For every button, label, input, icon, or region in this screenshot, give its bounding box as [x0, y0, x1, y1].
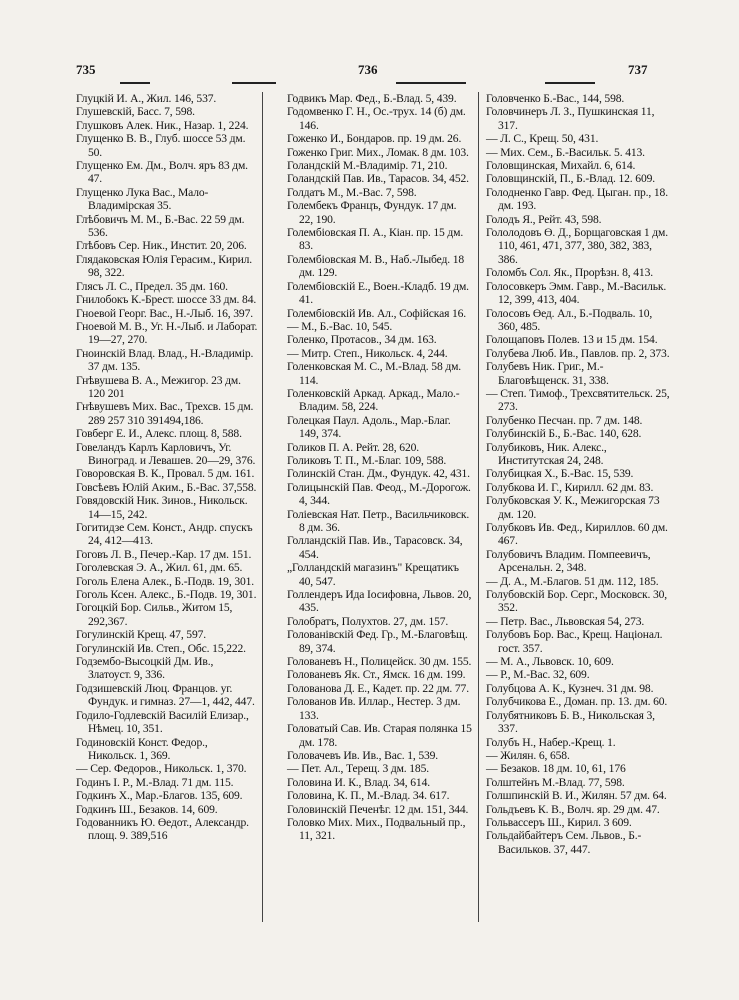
- directory-entry: Глушевскій, Басс. 7, 598.: [76, 105, 195, 119]
- directory-entry: Глясъ Л. С., Предел. 35 дм. 160.: [76, 279, 228, 293]
- directory-entry: Голубцова А. К., Кузнеч. 31 дм. 98.: [486, 681, 654, 695]
- directory-entry: Годило-Годлевскій Василій Елизар., Нѣмец. 10, 351.: [76, 708, 249, 736]
- directory-entry: Голандскій Пав. Ив., Тарасов. 34, 452.: [287, 172, 469, 186]
- directory-entry: Головатый Сав. Ив. Старая полянка 15 дм. 178.: [287, 722, 472, 749]
- directory-entry: Голосовкеръ Эмм. Гавр., М.-Васильк. 12, 399, 413, 404.: [486, 279, 667, 307]
- directory-entry: Голубковъ Ив. Фед., Кириллов. 60 дм. 467.: [486, 521, 668, 548]
- directory-entry: Голембіовская М. В., Наб.-Лыбед. 18 дм. 129.: [287, 252, 465, 280]
- directory-entry: Глущенко В. В., Глуб. шоссе 53 дм. 50.: [76, 132, 246, 159]
- directory-entry: Голубковская У. К., Межигорская 73 дм. 120.: [486, 494, 660, 521]
- directory-entry: Голубчикова Е., Доман. пр. 13. дм. 60.: [486, 695, 668, 709]
- directory-entry: — М., Б.-Вас. 10, 545.: [287, 319, 393, 333]
- directory-entry: Головина И. К., Влад. 34, 614.: [287, 775, 430, 789]
- directory-entry: Голованов Ив. Иллар., Нестер. 3 дм. 133.: [287, 695, 461, 722]
- directory-entry: Голубятниковъ Б. В., Никольская 3, 337.: [486, 708, 655, 736]
- directory-entry: Голшпинскій В. И., Жилян. 57 дм. 64.: [486, 789, 667, 803]
- directory-entry: — Р., М.-Вас. 32, 609.: [486, 668, 590, 682]
- header-rule-center-left: [232, 82, 276, 84]
- directory-entry: — Безаков. 18 дм. 10, 61, 176: [486, 762, 626, 776]
- directory-entry: Голіевская Нат. Петр., Васильчиковск. 8 дм. 36.: [287, 507, 470, 534]
- directory-entry: Голодъ Я., Рейт. 43, 598.: [486, 212, 602, 226]
- directory-entry: Голдатъ М., М.-Вас. 7, 598.: [287, 185, 417, 199]
- directory-entry: Глущенко Лука Вас., Мало-Владимірская 35.: [76, 185, 209, 213]
- directory-entry: Голенко, Протасов., 34 дм. 163.: [287, 333, 437, 347]
- directory-entry: Гогулинскій Крещ. 47, 597.: [76, 628, 206, 642]
- directory-entry: Головинскій Печенѣг. 12 дм. 151, 344.: [287, 802, 469, 816]
- directory-entry: Голованова Д. Е., Кадет. пр. 22 дм. 77.: [287, 681, 469, 695]
- directory-entry: Глуцкій И. А., Жил. 146, 537.: [76, 92, 217, 105]
- directory-entry: Гольдайбайтеръ Сем. Львов., Б.-Васильков. 37, 447.: [486, 829, 642, 856]
- directory-entry: Голембекъ Францъ, Фундук. 17 дм. 22, 190.: [287, 199, 457, 226]
- directory-entry: Голованівскій Фед. Гр., М.-Благовѣщ. 89, 374.: [287, 628, 468, 655]
- directory-entry: Голубкова И. Г., Кирилл. 62 дм. 83.: [486, 480, 654, 494]
- directory-entry: Голубовъ Бор. Вас., Крещ. Націонал. гост. 357.: [486, 628, 663, 655]
- directory-entry: Гнѣвушевъ Мих. Вас., Трехсв. 15 дм. 289 257 310 391494,186.: [76, 400, 254, 427]
- directory-entry: Голенковская М. С., М.-Влад. 58 дм. 114.: [287, 360, 462, 387]
- directory-entry: Годинъ I. Р., М.-Влад. 71 дм. 115.: [76, 775, 234, 789]
- header-rule-left: [120, 82, 150, 84]
- directory-entry: Голомбъ Сол. Як., Прорѣзн. 8, 413.: [486, 266, 653, 280]
- directory-entry: — Д. А., М.-Благов. 51 дм. 112, 185.: [486, 574, 659, 588]
- directory-entry: Глѣбовъ Сер. Ник., Инстит. 20, 206.: [76, 239, 247, 253]
- directory-entry: Голобратъ, Полухтов. 27, дм. 157.: [287, 614, 449, 628]
- directory-entry: Головчинеръ Л. З., Пушкинская 11, 317.: [486, 105, 655, 132]
- directory-entry: Гоговъ Л. В., Печер.-Кар. 17 дм. 151.: [76, 547, 252, 561]
- directory-entry: Годзишевскій Люц. Францов. уг. Фундук. и гимназ. 27—1, 442, 447.: [76, 681, 255, 709]
- directory-entry: Голштейнъ М.-Влад. 77, 598.: [486, 775, 625, 789]
- directory-entry: Голодненко Гавр. Фед. Цыган. пр., 18. дм. 193.: [486, 185, 668, 213]
- directory-entry: Головачевъ Ив. Ив., Вас. 1, 539.: [287, 748, 439, 762]
- directory-entry: Голиковъ Т. П., М.-Благ. 109, 588.: [287, 453, 447, 467]
- directory-entry: — Пет. Ал., Терещ. 3 дм. 185.: [287, 762, 429, 776]
- directory-entry: Голубевъ Ник. Григ., М.-Благовѣщенск. 31, 338.: [486, 360, 609, 387]
- directory-entry: „Голландскій магазинъ" Крещатикъ 40, 547.: [287, 561, 459, 588]
- directory-entry: Гноевой М. В., Уг. Н.-Лыб. и Лаборат. 19—27, 270.: [76, 319, 258, 347]
- directory-entry: — Митр. Степ., Никольск. 4, 244.: [287, 346, 448, 360]
- directory-entry: Гоголевская Э. А., Жил. 61, дм. 65.: [76, 561, 243, 575]
- directory-entry: Гнилобокъ К.-Брест. шоссе 33 дм. 84.: [76, 293, 257, 307]
- directory-entry: Гнѣвушева В. А., Межигор. 23 дм. 120 201: [76, 373, 241, 400]
- directory-entry: Гогоцкій Бор. Сильв., Житом 15, 292,367.: [76, 601, 233, 628]
- directory-entry: Годкинъ Х., Мар.-Благов. 135, 609.: [76, 789, 243, 803]
- page-number-center: 736: [358, 62, 378, 77]
- directory-entry: Гноевой Георг. Вас., Н.-Лыб. 16, 397.: [76, 306, 253, 320]
- directory-entry: Голембіовскій Е., Воен.-Кладб. 19 дм. 41.: [287, 279, 469, 307]
- column-separator-2: [478, 92, 479, 922]
- directory-entry: Голубовскій Бор. Серг., Московск. 30, 352.: [486, 588, 667, 615]
- directory-entry: Гогулинскій Ив. Степ., Обс. 15,222.: [76, 641, 246, 655]
- page-number-right: 737: [628, 62, 648, 77]
- directory-entry: Голинскій Стан. Дм., Фундук. 42, 431.: [287, 467, 470, 481]
- directory-entry: Годкинъ Ш., Безаков. 14, 609.: [76, 802, 218, 816]
- directory-entry: Говоровская В. К., Провал. 5 дм. 161.: [76, 467, 255, 481]
- directory-entry: — Мих. Сем., Б.-Васильк. 5. 413.: [486, 145, 645, 159]
- page-number-left: 735: [76, 62, 96, 77]
- directory-entry: Годвикъ Мар. Фед., Б.-Влад. 5, 439.: [287, 92, 457, 105]
- directory-entry: Глядаковская Юлія Герасим., Кирил. 98, 322.: [76, 252, 253, 280]
- directory-entry: Головина, К. П., М.-Влад. 34. 617.: [287, 789, 450, 803]
- directory-entry: Голубовичъ Владим. Помпеевичъ, Арсенальн. 2, 348.: [486, 547, 651, 575]
- index-column-1: [76, 92, 258, 843]
- directory-entry: Голандскій М.-Владимір. 71, 210.: [287, 159, 448, 173]
- directory-entry: Годомвенко Г. Н., Ос.-трух. 14 (б) дм. 146.: [287, 105, 466, 132]
- directory-entry: Гоголь Ксен. Алекс., Б.-Подв. 19, 301.: [76, 588, 257, 602]
- directory-entry: Голубинскій Б., Б.-Вас. 140, 628.: [486, 427, 642, 441]
- directory-entry: Головченко Б.-Вас., 144, 598.: [486, 92, 625, 105]
- directory-entry: — Л. С., Крещ. 50, 431.: [486, 132, 599, 146]
- directory-entry: Гольдъевъ К. В., Волч. яр. 29 дм. 47.: [486, 802, 660, 816]
- directory-entry: Голембіовскій Ив. Ал., Софійская 16.: [287, 306, 467, 320]
- directory-entry: Годованникъ Ю. Өедот., Александр. площ. 9. 389,516: [76, 815, 249, 843]
- directory-entry: — Степ. Тимоф., Трехсвятительск. 25, 273.: [486, 386, 670, 414]
- directory-entry: Гоженко И., Бондаров. пр. 19 дм. 26.: [287, 132, 462, 146]
- directory-entry: Гольвассеръ Ш., Кирил. 3 609.: [486, 815, 632, 829]
- directory-entry: Голецкая Паул. Адоль., Мар.-Благ. 149, 374.: [287, 413, 451, 441]
- directory-entry: Годиновскій Конст. Федор., Никольск. 1, 369.: [76, 735, 208, 762]
- directory-entry: Головко Мих. Мих., Подвальный пр., 11, 321.: [287, 815, 466, 843]
- directory-entry: Голосовъ Өед. Ал., Б.-Подваль. 10, 360, 485.: [486, 306, 653, 333]
- directory-entry: Голованевъ Як. Ст., Ямск. 16 дм. 199.: [287, 668, 466, 682]
- directory-entry: Говеландъ Карлъ Карловичъ, Уг. Виноград. и Левашев. 20—29, 376.: [76, 440, 256, 467]
- directory-entry: — Сер. Федоров., Никольск. 1, 370.: [76, 762, 247, 776]
- directory-entry: Голландскій Пав. Ив., Тарасовск. 34, 454.: [287, 534, 463, 561]
- directory-entry: Гололодовъ Ө. Д., Борщаговская 1 дм. 110, 461, 471, 377, 380, 382, 383, 386.: [486, 226, 668, 266]
- directory-entry: Голубиковъ, Ник. Алекс., Институтская 24, 248.: [486, 440, 607, 467]
- directory-entry: Голембіовская П. А., Кіан. пр. 15 дм. 83.: [287, 226, 464, 253]
- header-rule-center-right: [396, 82, 466, 84]
- header-rule-right: [545, 82, 595, 84]
- directory-entry: Говсѣевъ Юлій Аким., Б.-Вас. 37,558.: [76, 480, 257, 494]
- directory-entry: Голлендеръ Ида Іосифовна, Львов. 20, 435.: [287, 588, 472, 615]
- directory-entry: Глушковъ Алек. Ник., Назар. 1, 224.: [76, 118, 249, 132]
- directory-entry: Говберг Е. И., Алекс. площ. 8, 588.: [76, 427, 242, 441]
- directory-entry: Головщинская, Михайл. 6, 614.: [486, 159, 636, 173]
- directory-entry: Голенковскій Аркад. Аркад., Мало.-Владим. 58, 224.: [287, 386, 460, 414]
- directory-entry: Гноинскій Влад. Влад., Н.-Владимір. 37 дм. 135.: [76, 346, 254, 374]
- directory-entry: — Петр. Вас., Львовская 54, 273.: [486, 614, 645, 628]
- directory-entry: Глущенко Ем. Дм., Волч. яръ 83 дм. 47.: [76, 159, 248, 186]
- directory-entry: Гоженко Григ. Мих., Ломак. 8 дм. 103.: [287, 145, 469, 159]
- directory-entry: Голиков П. А. Рейт. 28, 620.: [287, 440, 419, 454]
- column-separator-1: [262, 92, 263, 922]
- directory-entry: — Жилян. 6, 658.: [486, 748, 570, 762]
- index-column-3: [486, 92, 674, 856]
- index-column-2: [287, 92, 473, 843]
- directory-entry: Голубева Люб. Ив., Павлов. пр. 2, 373.: [486, 346, 670, 360]
- directory-entry: Говядовскій Ник. Зинов., Никольск. 14—15, 242.: [76, 494, 248, 521]
- directory-entry: Гогитидзе Сем. Конст., Андр. спускъ 24, 412—413.: [76, 521, 253, 548]
- directory-entry: Голованевъ Н., Полицейск. 30 дм. 155.: [287, 655, 472, 669]
- directory-entry: — М. А., Львовск. 10, 609.: [486, 655, 614, 669]
- directory-entry: Голицынскій Пав. Феод., М.-Дорогож. 4, 344.: [287, 480, 471, 508]
- directory-entry: Голощаповъ Полев. 13 и 15 дм. 154.: [486, 333, 658, 347]
- directory-entry: Голубенко Песчан. пр. 7 дм. 148.: [486, 413, 643, 427]
- directory-entry: Глѣбовичъ М. М., Б.-Вас. 22 59 дм. 536.: [76, 212, 245, 240]
- directory-entry: Голубицкая Х., Б.-Вас. 15, 539.: [486, 467, 634, 481]
- directory-entry: Головщинскій, П., Б.-Влад. 12. 609.: [486, 172, 655, 186]
- directory-entry: Годзембо-Высоцкій Дм. Ив., Златоуст. 9, 336.: [76, 655, 214, 682]
- directory-entry: Голубъ Н., Набер.-Крещ. 1.: [486, 735, 616, 749]
- directory-entry: Гоголь Елена Алек., Б.-Подв. 19, 301.: [76, 574, 255, 588]
